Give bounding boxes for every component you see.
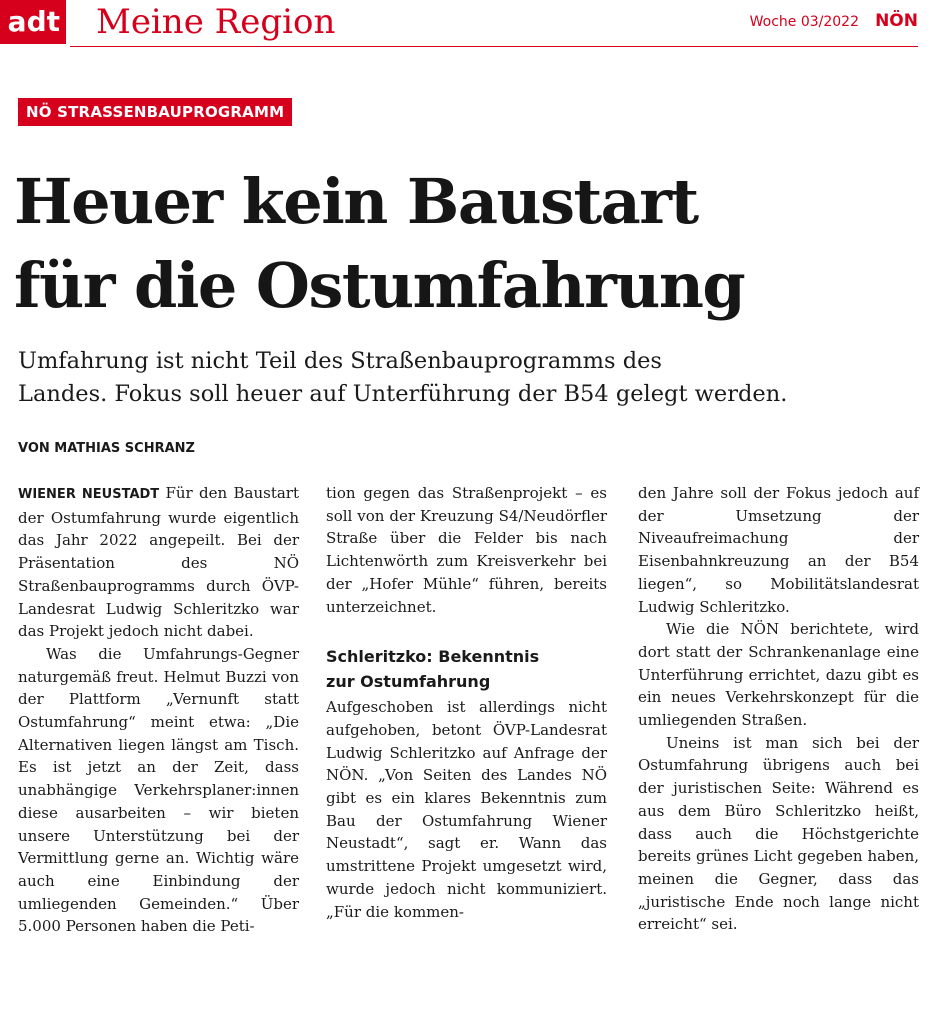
article-column-3 <box>638 482 919 936</box>
article-column-1 <box>18 482 299 938</box>
byline: VON MATHIAS SCHRANZ <box>18 441 195 456</box>
paragraph: Was die Umfahrungs-Gegner naturgemäß freut. Helmut Buzzi von der Plattform „Vernunft statt Ostumfahrung“ meint etwa: „Die Alternativen liegen längst am Tisch. Es ist jetzt an der Zeit, dass unabhängige Verkehrsplaner:innen diese ausarbeiten – wir bieten unsere Unterstützung bei der Vermittlung gerne an. Wichtig wäre auch eine Einbindung der umliegenden Gemeinden.“ Über 5.000 Personen haben die Peti- <box>18 644 299 936</box>
dateline: WIENER NEUSTADT <box>18 487 160 502</box>
subheading-line-1: Schleritzko: Bekenntnis <box>326 647 540 667</box>
paragraph: Aufgeschoben ist allerdings nicht aufgehoben, betont ÖVP-Landesrat Ludwig Schleritzko auf Anfrage der NÖN. „Von Seiten des Landes NÖ gibt es ein klares Bekenntnis zum Bau der Ostumfahrung Wiener Neustadt“, sagt er. Wann das umstrittene Projekt umgesetzt wird, wurde jedoch nicht kommuniziert. „Für die kommen- <box>326 698 607 921</box>
subheading-line-2: zur Ostumfahrung <box>326 672 491 692</box>
paragraph-text: Für den Baustart der Ostumfahrung wurde eigentlich das Jahr 2022 angepeilt. Bei der Präsentation des NÖ Straßenbauprogramms durch ÖVP-Landesrat Ludwig Schleritzko war das Projekt jedoch nicht dabei. <box>18 484 299 641</box>
kicker-badge: NÖ STRASSENBAUPROGRAMM <box>18 98 292 126</box>
header-divider <box>70 46 918 47</box>
headline-line-2: für die Ostumfahrung <box>14 249 745 322</box>
paragraph <box>18 482 299 643</box>
paragraph: tion gegen das Straßenprojekt – es soll von der Kreuzung S4/Neudörfler Straße über die Felder bis nach Lichtenwörth zum Kreisverkehr bei der „Hofer Mühle“ führen, bereits unterzeichnet. <box>326 484 607 616</box>
article-column-2 <box>326 482 607 923</box>
issue-label: Woche 03/2022 <box>749 14 859 30</box>
deck-line-1: Umfahrung ist nicht Teil des Straßenbauprogramms des <box>18 348 662 374</box>
paragraph: den Jahre soll der Fokus jedoch auf der Umsetzung der Niveaufreimachung der Eisenbahnkreuzung an der B54 liegen“, so Mobilitätslandesrat Ludwig Schleritzko. <box>638 484 919 616</box>
subheading <box>326 644 607 694</box>
headline-line-1: Heuer kein Baustart <box>14 165 698 238</box>
paragraph: Wie die NÖN berichtete, wird dort statt der Schrankenanlage eine Unterführung errichtet, dazu gibt es ein neues Verkehrskonzept für die umliegenden Straßen. <box>638 620 919 730</box>
paragraph: Uneins ist man sich bei der Ostumfahrung übrigens auch bei der juristischen Seite: Während es aus dem Büro Schleritzko heißt, dass auch die Höchstgerichte bereits grünes Licht gegeben haben, meinen die Gegner, dass das „juristische Ende noch lange nicht erreicht“ sei. <box>638 733 919 934</box>
article-headline <box>14 160 914 328</box>
article-deck <box>18 345 923 411</box>
brand-logo: NÖN <box>875 11 918 31</box>
section-tab: adt <box>0 0 66 44</box>
section-title: Meine Region <box>96 2 336 42</box>
deck-line-2: Landes. Fokus soll heuer auf Unterführung der B54 gelegt werden. <box>18 381 788 407</box>
